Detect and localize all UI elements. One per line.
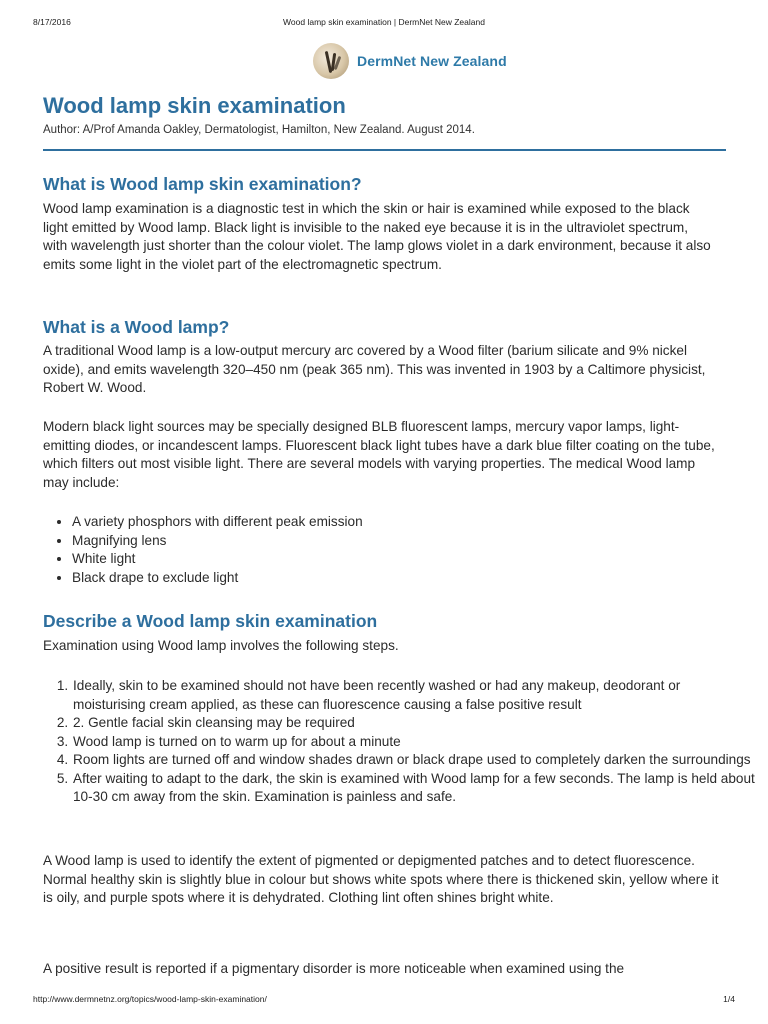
list-item: • Magnifying lens: [72, 532, 732, 551]
section-paragraph: Modern black light sources may be specially designed BLB fluorescent lamps, mercury vapor lamps, light-emitting diodes, or incandescent lamps. Fluorescent black light tubes have a dark blue filter coating on the tube, which filters out most visible light. There are several models with varying properties. The medical Wood lamp may include:: [43, 419, 715, 490]
section-paragraph: Examination using Wood lamp involves the following steps.: [43, 638, 399, 653]
list-item: 4. Room lights are turned off and window shades drawn or black drape used to completely darken the surroundings: [72, 751, 756, 770]
section-heading-describe-examination: Describe a Wood lamp skin examination: [43, 611, 378, 631]
wood-lamp-features-list: [43, 513, 732, 587]
list-item: 1. Ideally, skin to be examined should not have been recently washed or had any makeup, deodorant or moisturising cream applied, as these can fluorescence causing a false positive result: [72, 677, 756, 714]
section-paragraph: A Wood lamp is used to identify the extent of pigmented or depigmented patches and to detect fluorescence. Normal healthy skin is slightly blue in colour but shows white spots where there is thickened skin, yellow where it is oily, and purple spots where it is dehydrated. Clothing lint often shines bright white.: [43, 853, 719, 905]
site-name: DermNet New Zealand: [357, 53, 507, 69]
list-item: 3. Wood lamp is turned on to warm up for about a minute: [72, 733, 756, 752]
dermnet-logo-icon: [313, 43, 349, 79]
article: [43, 92, 755, 976]
section-paragraph: A positive result is reported if a pigmentary disorder is more noticeable when examined using the: [43, 961, 625, 976]
list-item: 5. After waiting to adapt to the dark, the skin is examined with Wood lamp for a few seconds. The lamp is held about 10-30 cm away from the skin. Examination is painless and safe.: [72, 770, 756, 807]
list-item: • Black drape to exclude light: [72, 569, 732, 588]
section-heading-what-is-wood-lamp: What is a Wood lamp?: [43, 317, 230, 337]
print-header: [33, 17, 735, 29]
section-paragraph: Wood lamp examination is a diagnostic test in which the skin or hair is examined while exposed to the black light emitted by Wood lamp. Black light is invisible to the naked eye because it is in the ultraviolet spectrum, with wavelength just shorter than the colour violet. The lamp glows violet in a dark environment, because it also emits some light in the violet part of the electromagnetic spectrum.: [43, 201, 711, 272]
list-item: • White light: [72, 550, 732, 569]
title-divider: [43, 149, 726, 151]
page-title: Wood lamp skin examination: [43, 93, 346, 118]
print-url: http://www.dermnetnz.org/topics/wood-lamp-skin-examination/: [33, 994, 267, 1004]
list-item: • A variety phosphors with different peak emission: [72, 513, 732, 532]
article-author: Author: A/Prof Amanda Oakley, Dermatologist, Hamilton, New Zealand. August 2014.: [43, 124, 475, 136]
site-logo-link[interactable]: [313, 43, 507, 79]
list-item: 2. 2. Gentle facial skin cleansing may be required: [72, 714, 756, 733]
examination-steps-list: [43, 677, 756, 807]
section-heading-what-is-examination: What is Wood lamp skin examination?: [43, 174, 362, 194]
page-number: 1/4: [723, 994, 735, 1004]
print-date: 8/17/2016: [33, 17, 71, 27]
print-footer: [33, 994, 735, 1006]
print-page-title: Wood lamp skin examination | DermNet New Zealand: [283, 17, 485, 27]
section-paragraph: A traditional Wood lamp is a low-output mercury arc covered by a Wood filter (barium silicate and 9% nickel oxide), and emits wavelength 320–450 nm (peak 365 nm). This was invented in 1903 by a Caltimore physicist, Robert W. Wood.: [43, 343, 706, 395]
